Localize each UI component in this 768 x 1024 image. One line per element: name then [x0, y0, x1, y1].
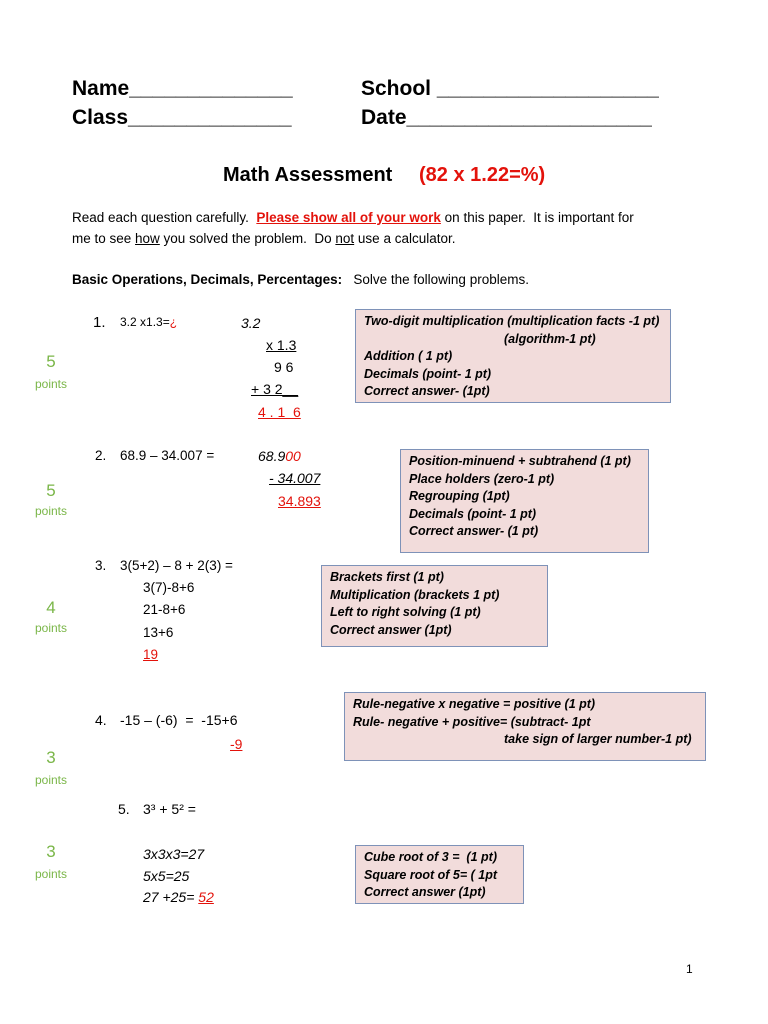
rubric-line: Addition ( 1 pt): [364, 349, 453, 364]
rubric-line: Left to right solving (1 pt): [330, 605, 481, 620]
score-formula: (82 x 1.22=%): [419, 164, 546, 186]
instructions-text: Read each question carefully.: [72, 210, 257, 225]
rubric-line: Rule-negative x negative = positive (1 pt): [353, 697, 596, 711]
points-label: points: [34, 867, 68, 881]
work-answer: 52: [198, 889, 214, 905]
instructions-text: me to see: [72, 231, 136, 246]
work-text: 68.9: [258, 448, 286, 464]
work-text: 27 +25=: [143, 889, 199, 905]
instructions-how: how: [135, 231, 160, 246]
instructions-line-2: [72, 231, 455, 246]
work-line: 9 6: [274, 359, 294, 375]
rubric-line: Two-digit multiplication (multiplication facts -1 pt): [364, 314, 660, 328]
rubric-box: [344, 692, 706, 761]
section-text: Solve the following problems.: [342, 272, 529, 287]
rubric-line: Square root of 5= ( 1pt: [364, 867, 498, 882]
work-answer: -9: [230, 736, 243, 752]
question-prompt: -15 – (-6) = -15+6: [120, 712, 238, 728]
work-answer: 19: [143, 647, 159, 662]
question-number: 1.: [93, 314, 106, 331]
rubric-line: Multiplication (brackets 1 pt): [330, 587, 500, 602]
rubric-line: Decimals (point- 1 pt): [409, 506, 537, 521]
work-line: [258, 448, 301, 464]
question-prompt: 3(5+2) – 8 + 2(3) =: [120, 558, 233, 573]
question-prompt: [120, 315, 177, 329]
section-colon: :: [337, 272, 343, 287]
question-number: 2.: [95, 448, 107, 463]
rubric-box: [355, 309, 671, 403]
points-label: points: [34, 377, 68, 391]
rubric-line: Correct answer (1pt): [364, 885, 486, 900]
work-line: [143, 889, 214, 905]
page-title: Math Assessment: [223, 164, 393, 186]
work-line: x 1.3: [266, 337, 297, 353]
question-prompt: 3³ + 5² =: [143, 801, 196, 817]
rubric-box: [321, 565, 548, 647]
section-heading: [72, 272, 529, 287]
rubric-line: Correct answer- (1pt): [364, 384, 490, 399]
work-line: 13+6: [143, 625, 174, 640]
question-prompt: 68.9 – 34.007 =: [120, 448, 215, 463]
rubric-line: Position-minuend + subtrahend (1 pt): [409, 454, 631, 468]
instructions-line-1: [72, 210, 634, 225]
rubric-line: Regrouping (1pt): [409, 489, 510, 504]
question-number: 4.: [95, 712, 107, 728]
rubric-line: Rule- negative + positive= (subtract- 1pt: [353, 714, 591, 729]
question-prompt-text: 3.2 x1.3=: [120, 315, 170, 329]
date-field: Date_____________________: [361, 106, 652, 129]
school-field: School ___________________: [361, 77, 659, 100]
section-label: Basic Operations, Decimals, Percentages: [72, 272, 338, 287]
instructions-text: on this paper. It is important for: [440, 210, 634, 225]
work-line: 3(7)-8+6: [143, 580, 195, 595]
instructions-not: not: [335, 231, 355, 246]
points-value: 3: [46, 842, 56, 861]
work-line: 21-8+6: [143, 602, 186, 617]
page-number: 1: [686, 962, 693, 976]
points-label: points: [34, 621, 68, 635]
question-number: 3.: [95, 558, 107, 573]
instructions-text: you solved the problem. Do: [159, 231, 336, 246]
points-label: points: [34, 773, 68, 787]
instructions-emphasis: Please show all of your work: [256, 210, 441, 225]
work-line: 3x3x3=27: [143, 846, 205, 862]
rubric-line: Brackets first (1 pt): [330, 570, 444, 584]
rubric-line: Place holders (zero-1 pt): [409, 471, 555, 486]
work-answer: 34.893: [278, 493, 321, 509]
class-field: Class______________: [72, 106, 292, 129]
points-label: points: [34, 504, 68, 518]
question-number: 5.: [118, 801, 130, 817]
instructions-text: use a calculator.: [354, 231, 456, 246]
work-line: + 3 2__: [251, 381, 299, 397]
name-field: Name______________: [72, 77, 293, 100]
work-line: 5x5=25: [143, 868, 190, 884]
rubric-line: Cube root of 3 = (1 pt): [364, 850, 497, 864]
points-value: 5: [46, 352, 56, 371]
rubric-line: take sign of larger number-1 pt): [504, 732, 692, 747]
rubric-line: Correct answer- (1 pt): [409, 524, 539, 539]
work-line: 3.2: [241, 315, 261, 331]
rubric-line: Decimals (point- 1 pt): [364, 366, 492, 381]
rubric-line: (algorithm-1 pt): [504, 331, 596, 346]
points-value: 4: [46, 598, 56, 617]
rubric-box: [355, 845, 524, 904]
question-prompt-mark: ¿: [169, 315, 178, 329]
work-zeros: 00: [285, 448, 301, 464]
work-answer: 4 . 1 6: [258, 404, 301, 420]
rubric-line: Correct answer (1pt): [330, 622, 452, 637]
points-value: 3: [46, 748, 56, 767]
points-value: 5: [46, 481, 56, 500]
work-line: - 34.007: [269, 470, 321, 486]
rubric-box: [400, 449, 649, 553]
